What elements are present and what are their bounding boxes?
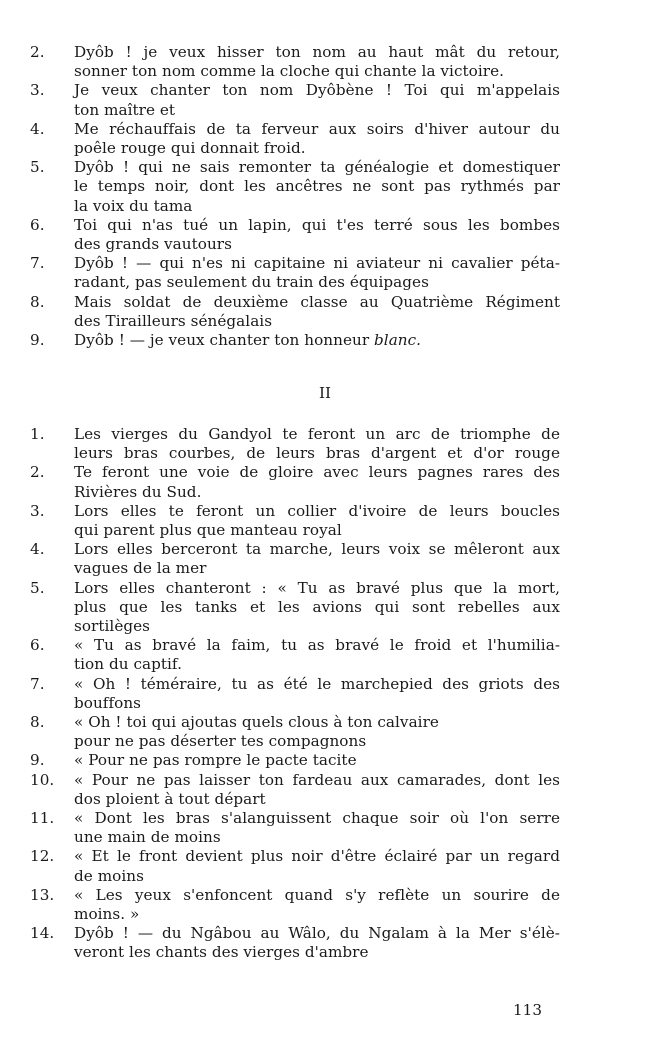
verse-7 xyxy=(30,675,560,713)
verse-13 xyxy=(30,886,560,924)
verse-number: 7. xyxy=(30,254,45,273)
verse-number: 11. xyxy=(30,809,55,828)
verse-8 xyxy=(30,713,560,751)
verse-line: « Oh ! téméraire, tu as été le marchepied des griots des xyxy=(74,674,560,693)
verse-number: 10. xyxy=(30,770,55,789)
verse-line: vagues de la mer xyxy=(74,559,207,578)
verse-14 xyxy=(30,924,560,962)
verse-line: « Oh ! toi qui ajoutas quels clous à ton calvaire xyxy=(74,713,439,732)
page-number: 113 xyxy=(513,1001,542,1019)
verse-9 xyxy=(30,751,560,770)
verse-number: 7. xyxy=(30,674,45,693)
verse-line: dos ploient à tout départ xyxy=(74,789,266,808)
verse-1 xyxy=(30,425,560,463)
verse-number: 5. xyxy=(30,578,45,597)
verse-line: Te feront une voie de gloire avec leurs pagnes rares des xyxy=(74,463,560,482)
verse-number: 8. xyxy=(30,713,45,732)
verse-line: bouffons xyxy=(74,693,142,712)
verse-9 xyxy=(30,331,560,350)
verse-line: « Et le front devient plus noir d'être éclairé par un regard xyxy=(74,847,560,866)
verse-line: des grands vautours xyxy=(74,235,232,254)
verse-5 xyxy=(30,579,560,637)
verse-line: Je veux chanter ton nom Dyôbène ! Toi qui m'appelais xyxy=(74,81,560,100)
verse-number: 3. xyxy=(30,501,45,520)
verse-line: Lors elles te feront un collier d'ivoire de leurs boucles xyxy=(74,501,560,520)
verse-line: tion du captif. xyxy=(74,655,182,674)
verse-number: 14. xyxy=(30,924,55,943)
verse-number: 6. xyxy=(30,636,45,655)
verse-number: 9. xyxy=(30,331,45,350)
verse-2 xyxy=(30,463,560,501)
verse-4 xyxy=(30,120,560,158)
verse-line: « Pour ne pas laisser ton fardeau aux camarades, dont les xyxy=(74,770,560,789)
verse-line: Dyôb ! — qui n'es ni capitaine ni aviateur ni cavalier péta- xyxy=(74,254,560,273)
verse-3 xyxy=(30,81,560,119)
verse-line: une main de moins xyxy=(74,828,221,847)
verse-line: Dyôb ! je veux hisser ton nom au haut mât du retour, xyxy=(74,43,560,61)
verse-7 xyxy=(30,254,560,292)
verse-line: des Tirailleurs sénégalais xyxy=(74,311,273,330)
verse-line: de moins xyxy=(74,866,144,885)
verse-line: « Tu as bravé la faim, tu as bravé le froid et l'humilia- xyxy=(74,636,560,655)
verse-10 xyxy=(30,771,560,809)
verse-number: 4. xyxy=(30,540,45,559)
verse-number: 8. xyxy=(30,292,45,311)
verse-3 xyxy=(30,502,560,540)
verse-line: veront les chants des vierges d'ambre xyxy=(74,943,369,962)
verse-line: Dyôb ! qui ne sais remonter ta généalogie et domestiquer xyxy=(74,158,560,177)
verse-line: poêle rouge qui donnait froid. xyxy=(74,139,306,158)
verse-line: Lors elles berceront ta marche, leurs voix se mêleront aux xyxy=(74,540,560,559)
verse-number: 4. xyxy=(30,119,45,138)
verse-line: leurs bras courbes, de leurs bras d'argent et d'or rouge xyxy=(74,444,560,463)
verse-2 xyxy=(30,43,560,81)
section-heading: II xyxy=(319,384,331,402)
verse-line: la voix du tama xyxy=(74,196,193,215)
verse-number: 12. xyxy=(30,847,55,866)
verse-line: qui parent plus que manteau royal xyxy=(74,521,342,540)
verse-list-section-one xyxy=(30,43,560,350)
verse-line: pour ne pas déserter tes compagnons xyxy=(74,732,367,751)
verse-6 xyxy=(30,216,560,254)
verse-line: Me réchauffais de ta ferveur aux soirs d'hiver autour du xyxy=(74,119,560,138)
verse-line: Les vierges du Gandyol te feront un arc de triomphe de xyxy=(74,425,560,443)
verse-4 xyxy=(30,540,560,578)
verse-line: « Dont les bras s'alanguissent chaque soir où l'on serre xyxy=(74,809,560,828)
verse-line: Toi qui n'as tué un lapin, qui t'es terré sous les bombes xyxy=(74,215,560,234)
verse-line: plus que les tanks et les avions qui sont rebelles aux xyxy=(74,597,560,616)
verse-number: 1. xyxy=(30,425,45,443)
verse-line: sonner ton nom comme la cloche qui chante la victoire. xyxy=(74,62,504,81)
verse-number: 13. xyxy=(30,885,55,904)
verse-text: Dyôb ! — je veux chanter ton honneur xyxy=(74,331,375,350)
verse-line xyxy=(74,331,560,350)
verse-line: Lors elles chanteront : « Tu as bravé plus que la mort, xyxy=(74,578,560,597)
verse-line: moins. » xyxy=(74,905,140,924)
verse-italic-word: blanc. xyxy=(374,331,422,350)
verse-line: radant, pas seulement du train des équipages xyxy=(74,273,429,292)
verse-6 xyxy=(30,636,560,674)
verse-number: 2. xyxy=(30,43,45,61)
verse-number: 6. xyxy=(30,215,45,234)
verse-number: 3. xyxy=(30,81,45,100)
verse-number: 9. xyxy=(30,751,45,770)
verse-number: 2. xyxy=(30,463,45,482)
verse-line: « Les yeux s'enfoncent quand s'y reflète un sourire de xyxy=(74,885,560,904)
verse-8 xyxy=(30,293,560,331)
verse-5 xyxy=(30,158,560,216)
verse-line: « Pour ne pas rompre le pacte tacite xyxy=(74,751,357,770)
verse-line: sortilèges xyxy=(74,617,151,636)
verse-list-section-two xyxy=(30,425,560,963)
verse-line: Dyôb ! — du Ngâbou au Wâlo, du Ngalam à la Mer s'élè- xyxy=(74,924,560,943)
verse-12 xyxy=(30,847,560,885)
verse-line: Mais soldat de deuxième classe au Quatrième Régiment xyxy=(74,292,560,311)
verse-line: Rivières du Sud. xyxy=(74,482,202,501)
verse-line: le temps noir, dont les ancêtres ne sont pas rythmés par xyxy=(74,177,560,196)
verse-11 xyxy=(30,809,560,847)
verse-line: ton maître et xyxy=(74,100,176,119)
verse-number: 5. xyxy=(30,158,45,177)
